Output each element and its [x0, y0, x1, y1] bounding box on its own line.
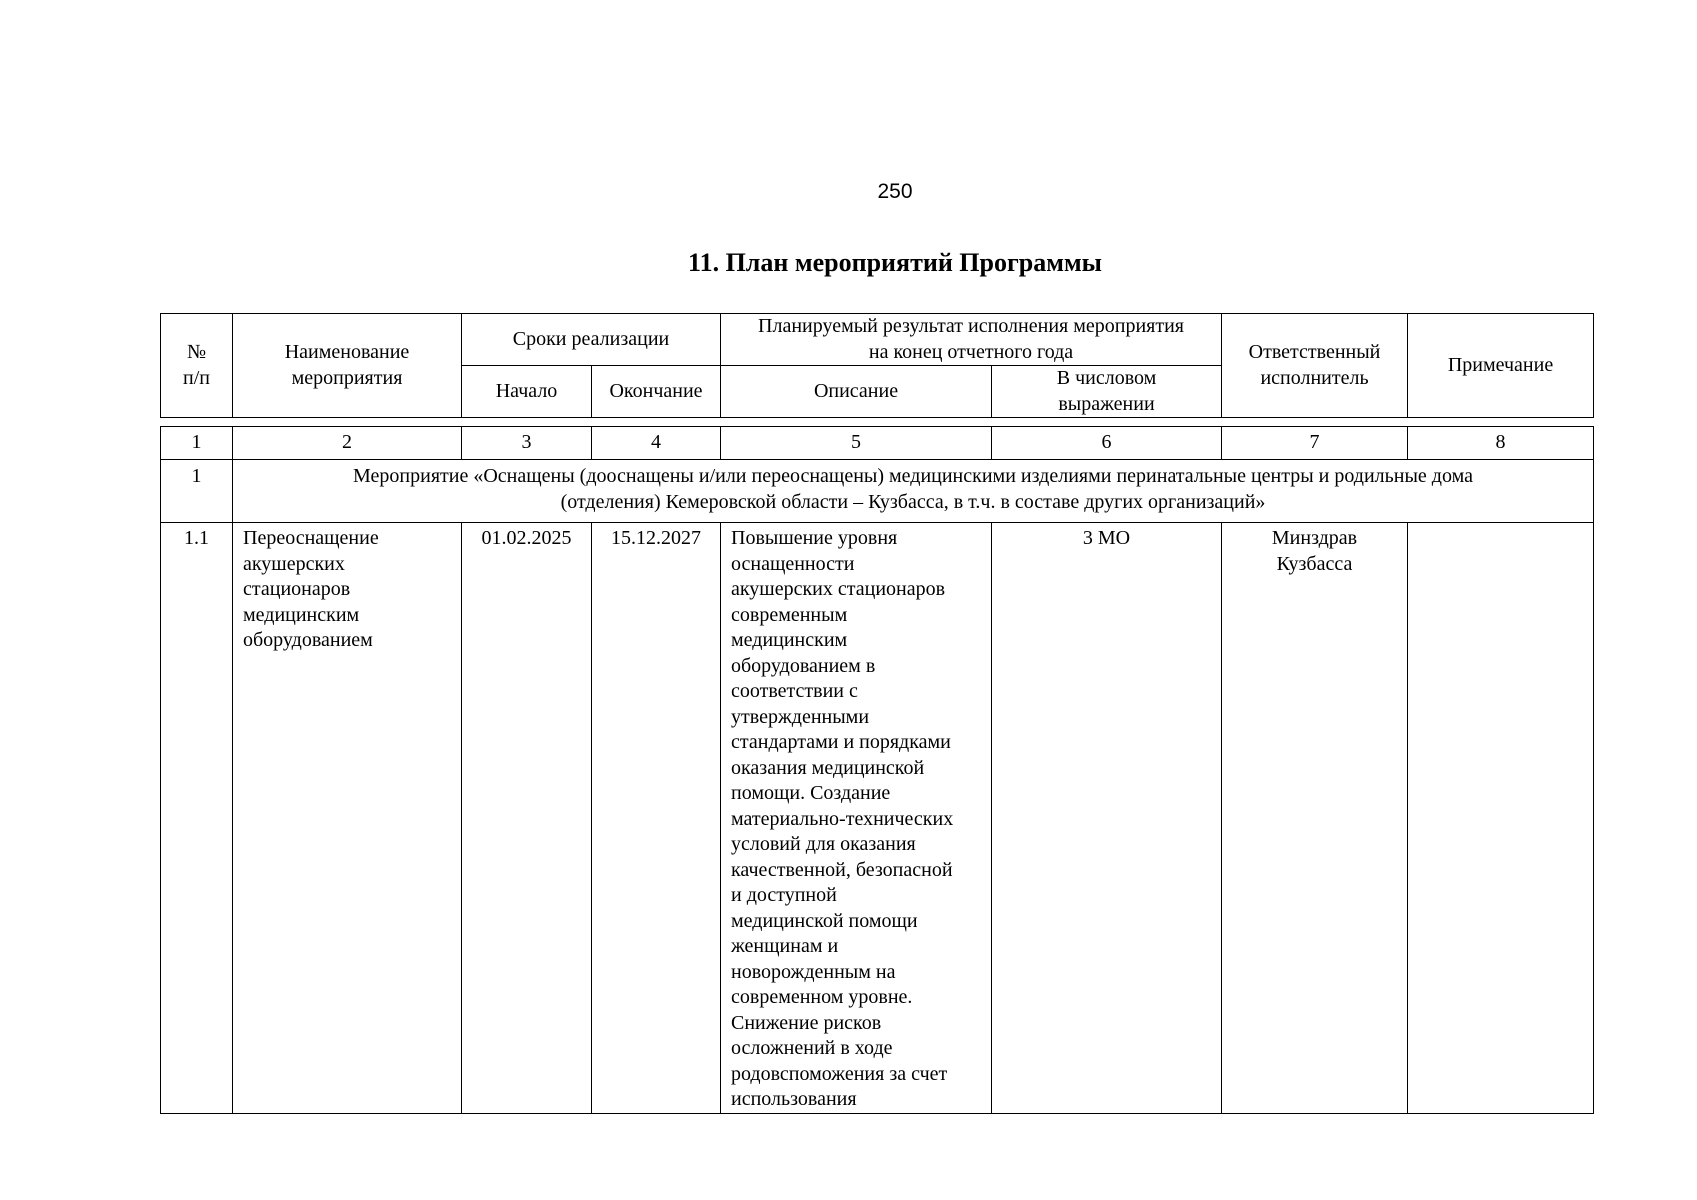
header-responsible: Ответственный исполнитель: [1222, 314, 1408, 418]
item-description: Повышение уровня оснащенности акушерских стационаров современным медицинским оборудованием в соответствии с утвержденными стандартами и порядками оказания медицинской помощи. Создание материально-технических условий для оказания качественной, безопасной и доступной медицинской помощи женщинам и новорожденным на современном уровне. Снижение рисков осложнений в ходе родовспоможения за счет использования: [721, 523, 992, 1114]
column-number-cell: 3: [462, 427, 592, 460]
column-number-cell: 2: [233, 427, 462, 460]
column-number-cell: 4: [592, 427, 721, 460]
page-number: 250: [877, 180, 913, 203]
column-number-cell: 1: [161, 427, 233, 460]
header-note: Примечание: [1408, 314, 1594, 418]
item-responsible: Минздрав Кузбасса: [1222, 523, 1408, 1114]
column-number-cell: 7: [1222, 427, 1408, 460]
header-planned-result: Планируемый результат исполнения мероприятия на конец отчетного года: [721, 314, 1222, 366]
item-note: [1408, 523, 1594, 1114]
section-title: Мероприятие «Оснащены (дооснащены и/или переоснащены) медицинскими изделиями перинатальные центры и родильные дома (отделения) Кемеровской области – Кузбасса, в т.ч. в составе других организаций»: [233, 460, 1594, 523]
header-numeric: В числовом выражении: [992, 366, 1222, 418]
header-end: Окончание: [592, 366, 721, 418]
item-end-date: 15.12.2027: [592, 523, 721, 1114]
section-row: [161, 460, 1594, 523]
plan-table-header: [160, 313, 1594, 418]
column-number-row: [161, 427, 1594, 460]
header-event-name: Наименование мероприятия: [233, 314, 462, 418]
plan-table-body: [160, 426, 1594, 1114]
column-number-cell: 6: [992, 427, 1222, 460]
header-description: Описание: [721, 366, 992, 418]
section-number: 1: [161, 460, 233, 523]
item-number: 1.1: [161, 523, 233, 1114]
header-number: № п/п: [161, 314, 233, 418]
page-title: 11. План мероприятий Программы: [688, 248, 1102, 277]
header-start: Начало: [462, 366, 592, 418]
header-terms: Сроки реализации: [462, 314, 721, 366]
item-name: Переоснащение акушерских стационаров медицинским оборудованием: [233, 523, 462, 1114]
item-start-date: 01.02.2025: [462, 523, 592, 1114]
column-number-cell: 5: [721, 427, 992, 460]
column-number-cell: 8: [1408, 427, 1594, 460]
item-numeric-value: 3 МО: [992, 523, 1222, 1114]
table-row: [161, 523, 1594, 1114]
